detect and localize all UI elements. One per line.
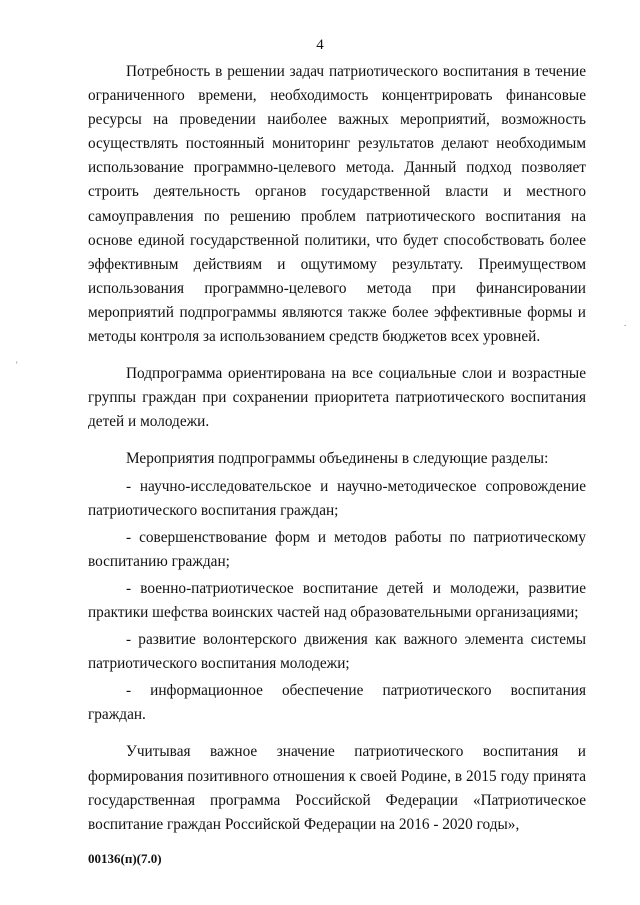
scan-artifact-mark: . [624,318,627,328]
paragraph-target-groups: Подпрограмма ориентирована на все социальные слои и возрастные группы граждан при сохранении приоритета патриотического воспитания детей и молодежи. [88,365,586,431]
list-item-improving-methods: - совершенствование форм и методов работы по патриотическому воспитанию граждан; [88,528,586,570]
list-item-military-patriotic: - военно-патриотическое воспитание детей и молодежи, развитие практики шефства воинских частей над образовательными организациями; [88,579,586,621]
paragraph-state-program: Учитывая важное значение патриотического воспитания и формирования позитивного отношения к своей Родине, в 2015 году принята государственная программа Российской Федерации «Патриотическое воспитание граждан Российской Федерации на 2016 - 2020 годы», [88,743,586,833]
list-item-information-support: - информационное обеспечение патриотического воспитания граждан. [88,682,586,724]
paragraph-program-method: Потребность в решении задач патриотического воспитания в течение ограниченного времени, необходимость концентрировать финансовые ресурсы на проведении наиболее важных мероприятий, возможность осуществлять постоянный мониторинг результатов делают необходимым использование программно-целевого метода. Данный подход позволяет строить деятельность органов государственной власти и местного самоуправления по решению проблем патриотического воспитания на основе единой государственной политики, что будет способствовать более эффективным действиям и ощутимому результату. Преимуществом использования программно-целевого метода при финансировании мероприятий подпрограммы являются также более эффективные формы и методы контроля за использованием средств бюджетов всех уровней. [88,63,586,346]
document-body [88,60,586,837]
document-code: 00136(п)(7.0) [88,851,162,866]
scan-artifact-mark: ' [16,360,18,370]
page-number: 4 [316,37,324,53]
paragraph-sections-intro: Мероприятия подпрограммы объединены в следующие разделы: [126,450,549,468]
list-item-research-support: - научно-исследовательское и научно-методическое сопровождение патриотического воспитания граждан; [88,477,586,519]
list-item-volunteer-movement: - развитие волонтерского движения как важного элемента системы патриотического воспитания молодежи; [88,631,586,673]
